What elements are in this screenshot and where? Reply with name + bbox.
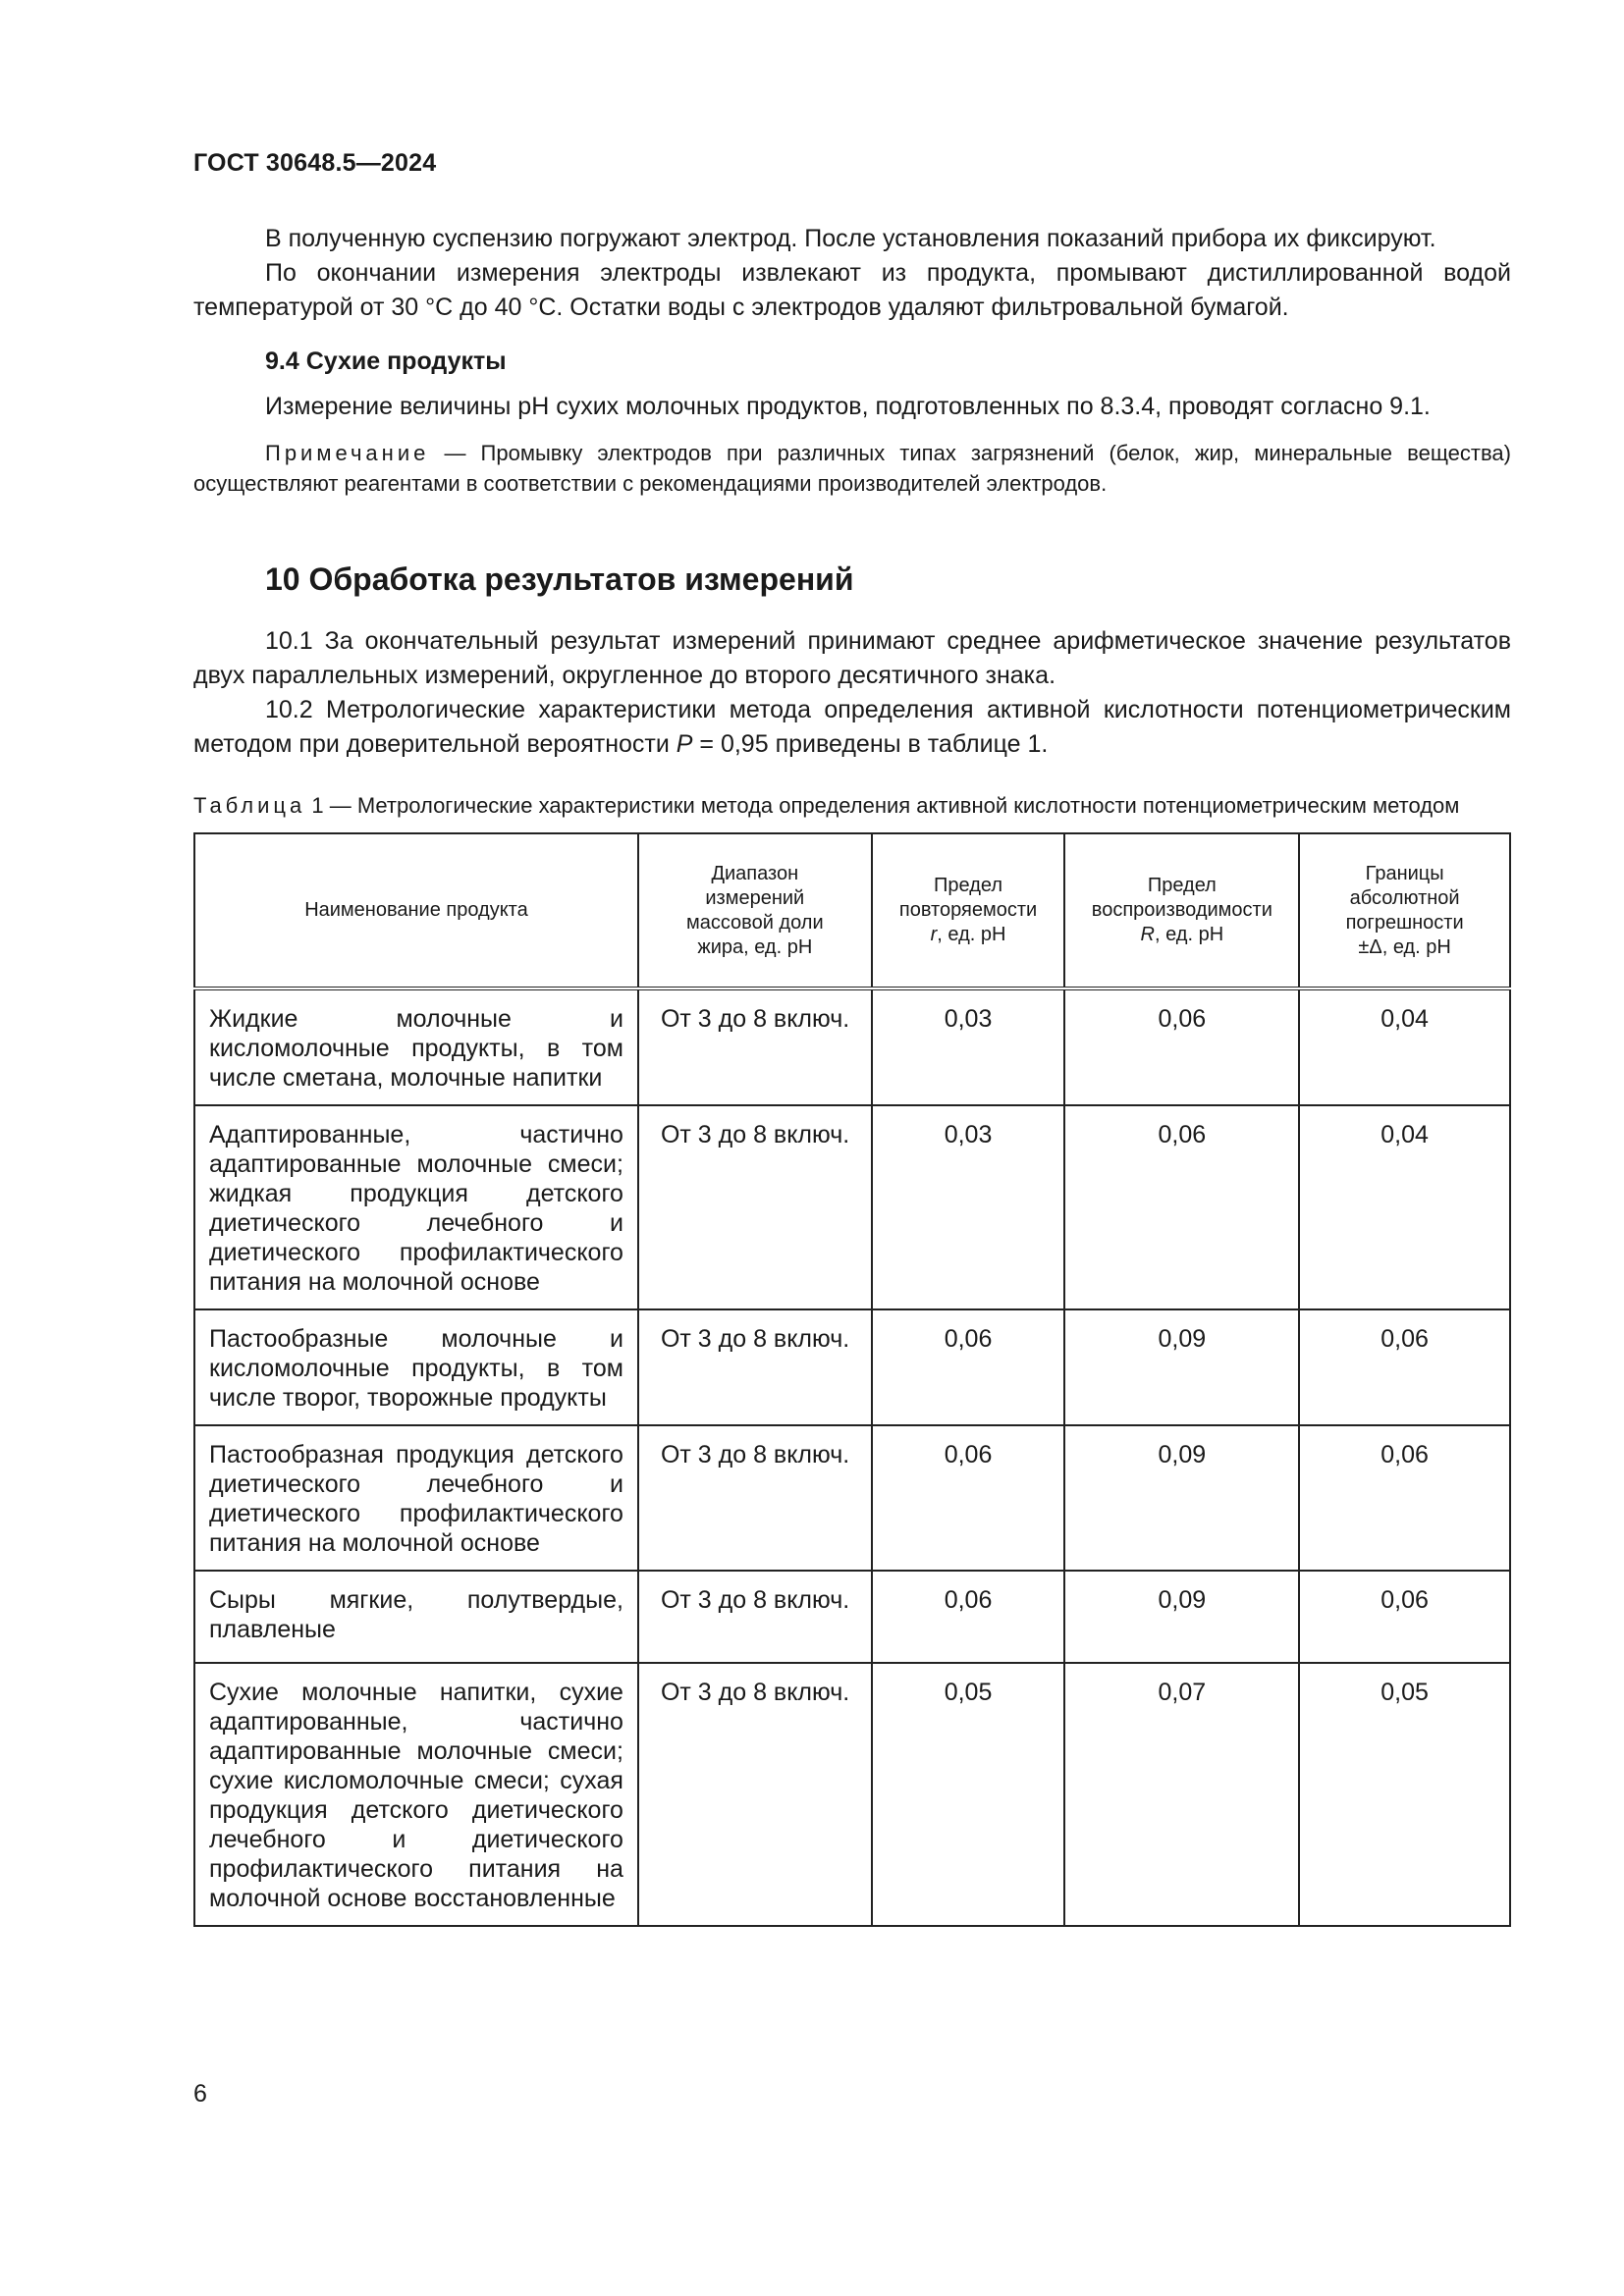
header-error-bounds: [1299, 833, 1510, 988]
table-caption-label: Таблица: [193, 793, 306, 818]
table-caption: [193, 790, 1511, 821]
section-9-4-title: 9.4 Сухие продукты: [265, 347, 507, 375]
cell-repeatability: 0,06: [872, 1425, 1065, 1571]
cell-range: От 3 до 8 включ.: [638, 1309, 872, 1425]
cell-product-name: Сухие молочные напитки, сухие адаптированные, частично адаптированные молочные смеси; сухие кисломолочные смеси; сухая продукция детского диетического лечебного и диетического профилактического питания на молочной основе восстановленные: [194, 1663, 638, 1926]
header-repeatability-var: r: [930, 924, 938, 945]
table-row: [194, 1663, 1510, 1926]
cell-product-name: Сыры мягкие, полутвердые, плавленые: [194, 1571, 638, 1663]
cell-repeatability: 0,05: [872, 1663, 1065, 1926]
paragraph-10-2: [193, 693, 1511, 762]
header-range: [638, 833, 872, 988]
cell-range: От 3 до 8 включ.: [638, 1105, 872, 1309]
cell-range: От 3 до 8 включ.: [638, 1571, 872, 1663]
cell-reproducibility: 0,09: [1064, 1571, 1299, 1663]
cell-reproducibility: 0,09: [1064, 1425, 1299, 1571]
paragraph-suspension: В полученную суспензию погружают электрод. После установления показаний прибора их фиксируют.: [265, 225, 1436, 252]
cell-product-name: Адаптированные, частично адаптированные молочные смеси; жидкая продукция детского диетического лечебного и диетического профилактического питания на молочной основе: [194, 1105, 638, 1309]
cell-reproducibility: 0,09: [1064, 1309, 1299, 1425]
paragraph-10-2-end: = 0,95 приведены в таблице 1.: [692, 730, 1049, 758]
header-reproducibility-text: Предел воспроизводимости: [1091, 875, 1272, 921]
table-row: [194, 988, 1510, 1105]
cell-error-bound: 0,06: [1299, 1425, 1510, 1571]
document-body: [193, 222, 1511, 1927]
table-header-row: [194, 833, 1510, 988]
cell-product-name: Жидкие молочные и кисломолочные продукты, в том числе сметана, молочные напитки: [194, 988, 638, 1105]
cell-range: От 3 до 8 включ.: [638, 1425, 872, 1571]
cell-error-bound: 0,06: [1299, 1309, 1510, 1425]
cell-range: От 3 до 8 включ.: [638, 988, 872, 1105]
header-error-bounds-text: Границы абсолютной погрешности: [1345, 862, 1464, 934]
cell-reproducibility: 0,07: [1064, 1663, 1299, 1926]
table-row: [194, 1309, 1510, 1425]
table-row: [194, 1425, 1510, 1571]
metrology-table: [193, 832, 1511, 1927]
cell-error-bound: 0,06: [1299, 1571, 1510, 1663]
cell-repeatability: 0,03: [872, 1105, 1065, 1309]
cell-error-bound: 0,05: [1299, 1663, 1510, 1926]
cell-range: От 3 до 8 включ.: [638, 1663, 872, 1926]
table-caption-text: 1 — Метрологические характеристики метода определения активной кислотности потенциометрическим методом: [305, 793, 1460, 818]
cell-error-bound: 0,04: [1299, 1105, 1510, 1309]
document-header: ГОСТ 30648.5—2024: [193, 149, 437, 177]
header-range-text: Диапазон измерений массовой доли жира, ед. pH: [685, 862, 824, 958]
header-reproducibility-unit: , ед. pH: [1154, 924, 1224, 945]
header-repeatability: [872, 833, 1065, 988]
cell-product-name: Пастообразная продукция детского диетического лечебного и диетического профилактического питания на молочной основе: [194, 1425, 638, 1571]
section-10-title: 10 Обработка результатов измерений: [265, 561, 854, 597]
header-reproducibility-var: R: [1140, 924, 1155, 945]
header-error-bounds-unit: ±Δ, ед. pH: [1358, 935, 1451, 958]
note-label: Примечание: [265, 441, 430, 465]
cell-repeatability: 0,06: [872, 1571, 1065, 1663]
cell-reproducibility: 0,06: [1064, 1105, 1299, 1309]
table-body: [194, 988, 1510, 1926]
paragraph-10-1: 10.1 За окончательный результат измерений принимают среднее арифметическое значение результатов двух параллельных измерений, округленное до второго десятичного знака.: [193, 627, 1511, 689]
cell-repeatability: 0,06: [872, 1309, 1065, 1425]
cell-product-name: Пастообразные молочные и кисломолочные продукты, в том числе творог, творожные продукты: [194, 1309, 638, 1425]
header-product-name: Наименование продукта: [194, 833, 638, 988]
table-row: [194, 1105, 1510, 1309]
probability-variable: P: [676, 730, 693, 758]
paragraph-electrode-rinse: По окончании измерения электроды извлекают из продукта, промывают дистиллированной водой температурой от 30 °С до 40 °С. Остатки воды с электродов удаляют фильтровальной бумагой.: [193, 259, 1511, 321]
table-row: [194, 1571, 1510, 1663]
cell-reproducibility: 0,06: [1064, 988, 1299, 1105]
header-reproducibility: [1064, 833, 1299, 988]
paragraph-10-2-start: 10.2 Метрологические характеристики метода определения активной кислотности потенциометрическим методом при доверительной вероятности: [193, 696, 1511, 758]
header-repeatability-unit: , ед. pH: [937, 924, 1006, 945]
cell-repeatability: 0,03: [872, 988, 1065, 1105]
note: [193, 438, 1511, 499]
section-9-4-text: Измерение величины pH сухих молочных продуктов, подготовленных по 8.3.4, проводят согласно 9.1.: [265, 393, 1431, 420]
note-text: — Промывку электродов при различных типах загрязнений (белок, жир, минеральные вещества) осуществляют реагентами в соответствии с рекомендациями производителей электродов.: [193, 441, 1511, 496]
header-repeatability-text: Предел повторяемости: [898, 875, 1038, 921]
cell-error-bound: 0,04: [1299, 988, 1510, 1105]
page-number: 6: [193, 2080, 207, 2108]
